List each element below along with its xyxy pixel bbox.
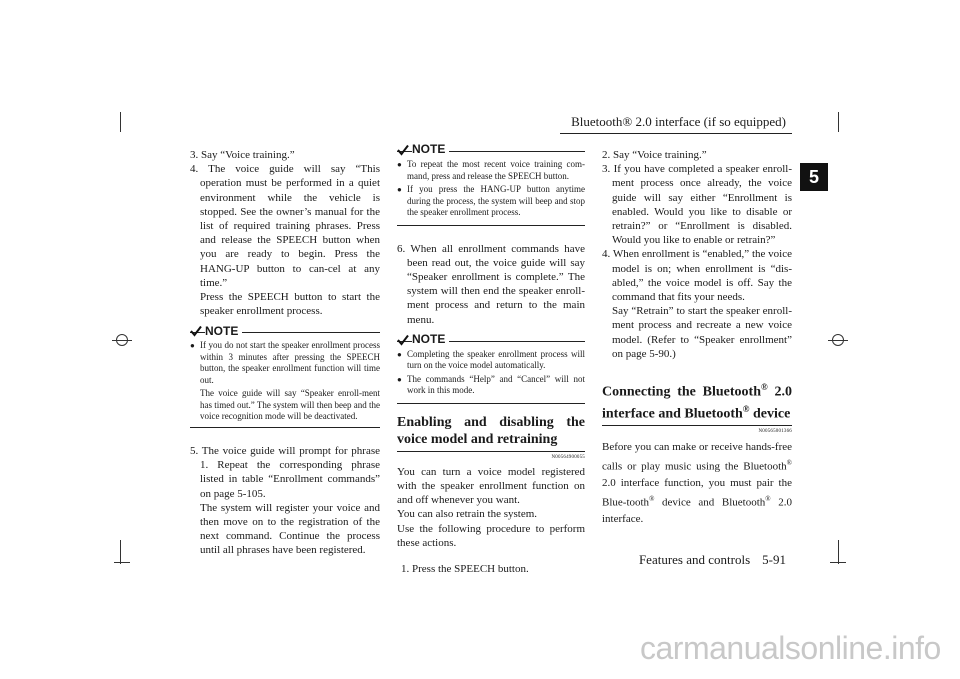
section-heading-connecting xyxy=(602,379,792,426)
registered-mark: ® xyxy=(765,495,771,504)
registered-mark: ® xyxy=(761,382,768,393)
note-bullet xyxy=(190,340,380,386)
note-bullet-text: Completing the speaker enrollment process will turn on the voice model automatically. xyxy=(407,348,585,371)
heading-part: device xyxy=(749,406,791,422)
step-3-voice-training: 3. Say “Voice training.” xyxy=(190,149,295,161)
step-2-voice-training: 2. Say “Voice training.” xyxy=(602,149,707,161)
chapter-tab: 5 xyxy=(800,163,828,191)
bullet-icon: ● xyxy=(397,185,402,194)
page-number: 5-91 xyxy=(762,552,786,567)
note-bullet xyxy=(397,184,585,219)
paragraph-part: device and Bluetooth xyxy=(654,496,766,509)
paragraph-part: 2.0 interface function, you must pair the Blue-tooth xyxy=(602,477,792,509)
section-heading-voice-model: Enabling and disabling the voice model and retraining xyxy=(397,414,585,452)
registered-mark: ® xyxy=(742,403,750,414)
note-box-completion xyxy=(397,331,585,404)
note-check-icon xyxy=(190,325,202,337)
column-2 xyxy=(397,142,585,576)
registered-mark: ® xyxy=(786,459,792,468)
note-header xyxy=(397,144,585,156)
column-3 xyxy=(602,148,792,527)
step-5-continuation: The system will register your voice and then move on to the registration of the next command. Continue the process until all phrases have been registered. xyxy=(200,501,380,557)
step-6-complete: 6. When all enrollment commands have been read out, the voice guide will say “Speaker enrollment is complete.” The system will then end the speaker enroll-ment process and return to the main menu. xyxy=(397,242,585,326)
bullet-icon: ● xyxy=(397,374,402,384)
footer-section: Features and controls xyxy=(638,552,751,567)
note-continuation: The voice guide will say “Speaker enroll-ment has timed out.” The system will then beep and the voice recognition mode will be deactivated. xyxy=(200,388,380,422)
crop-mark xyxy=(830,562,846,563)
paragraph-procedure: Use the following procedure to perform these actions. xyxy=(397,522,585,549)
note-label: NOTE xyxy=(412,334,449,346)
running-header-title: Bluetooth® 2.0 interface (if so equipped) xyxy=(571,114,786,129)
step-1-press-speech: 1. Press the SPEECH button. xyxy=(401,562,529,575)
header-rule xyxy=(560,133,792,134)
note-bullet-text: The commands “Help” and “Cancel” will not work in this mode. xyxy=(407,373,585,396)
note-box-repeat xyxy=(397,142,585,226)
note-bullet xyxy=(397,349,585,372)
note-bullet-text: If you do not start the speaker enrollment process within 3 minutes after pressing the SPEECH button, the speaker enrollment function will time out. xyxy=(200,340,380,385)
paragraph-part: Before you can make or receive hands-free calls or play music using the Bluetooth xyxy=(602,441,792,474)
step-5-phrase-prompt: 5. The voice guide will prompt for phrase 1. Repeat the corresponding phrase listed in table “Enrollment commands” on page 5-105. xyxy=(190,444,380,500)
registration-circle xyxy=(832,334,844,346)
step-4-continuation: Press the SPEECH button to start the speaker enrollment process. xyxy=(200,291,380,318)
registration-circle xyxy=(116,334,128,346)
bullet-icon: ● xyxy=(190,341,195,351)
step-4-continuation: Say “Retrain” to start the speaker enroll-ment process and recreate a new voice model. (Refer to “Speaker enrollment” on page 5-90.) xyxy=(612,305,792,360)
note-bullet xyxy=(397,374,585,397)
note-bullet xyxy=(397,159,585,182)
paragraph-voice-model: You can turn a voice model registered with the speaker enrollment function on and off whenever you want. xyxy=(397,465,585,507)
note-header xyxy=(190,325,380,337)
paragraph-pairing xyxy=(602,439,792,526)
note-label: NOTE xyxy=(412,144,449,156)
crop-mark xyxy=(120,540,121,564)
reference-code: N00564900055 xyxy=(551,454,585,460)
step-3-enrollment-status: 3. If you have completed a speaker enroll-ment process once already, the voice guide will say either “Enrollment is enabled. Would you like to disable or retrain?” or “Enrollment is disabled. Would you like to enable or retrain?” xyxy=(602,163,792,247)
step-4-enabled-disabled: 4. When enrollment is “enabled,” the voice model is on; when enrollment is “dis-abled,” the voice model is off. Say the command that fits your needs. xyxy=(602,248,792,304)
registered-mark: ® xyxy=(649,495,655,504)
crop-mark xyxy=(838,112,839,132)
note-header xyxy=(397,331,585,346)
note-bullet-text: To repeat the most recent voice training com-mand, press and release the SPEECH button. xyxy=(407,159,585,181)
watermark: carmanualsonline.info xyxy=(640,630,941,666)
running-footer xyxy=(560,552,786,568)
heading-part: 2.0 interface and Bluetooth xyxy=(602,384,793,422)
crop-mark xyxy=(114,562,130,563)
reference-code: N00565001366 xyxy=(758,429,792,435)
bullet-icon: ● xyxy=(397,160,402,169)
step-4-voice-guide: 4. The voice guide will say “This operation must be performed in a quiet environment while the vehicle is stopped. See the owner’s manual for the list of required training phrases. Press and release the SPEECH button when you are ready to begin. Press the HANG-UP button to can-cel at any time.” xyxy=(190,163,380,289)
note-bullet-text: If you press the HANG-UP button anytime during the process, the system will beep and stop the speaker enrollment process. xyxy=(407,184,585,217)
paragraph-part: 2.0 interface. xyxy=(602,496,792,525)
bullet-icon: ● xyxy=(397,349,402,359)
crop-mark xyxy=(838,540,839,564)
note-label: NOTE xyxy=(205,326,242,338)
note-check-icon xyxy=(397,144,409,156)
heading-part: Connecting the Bluetooth xyxy=(602,384,761,400)
note-check-icon xyxy=(397,334,409,346)
paragraph-retrain: You can also retrain the system. xyxy=(397,508,538,521)
note-box-timeout xyxy=(190,323,380,428)
crop-mark xyxy=(120,112,121,132)
column-1 xyxy=(190,148,380,558)
